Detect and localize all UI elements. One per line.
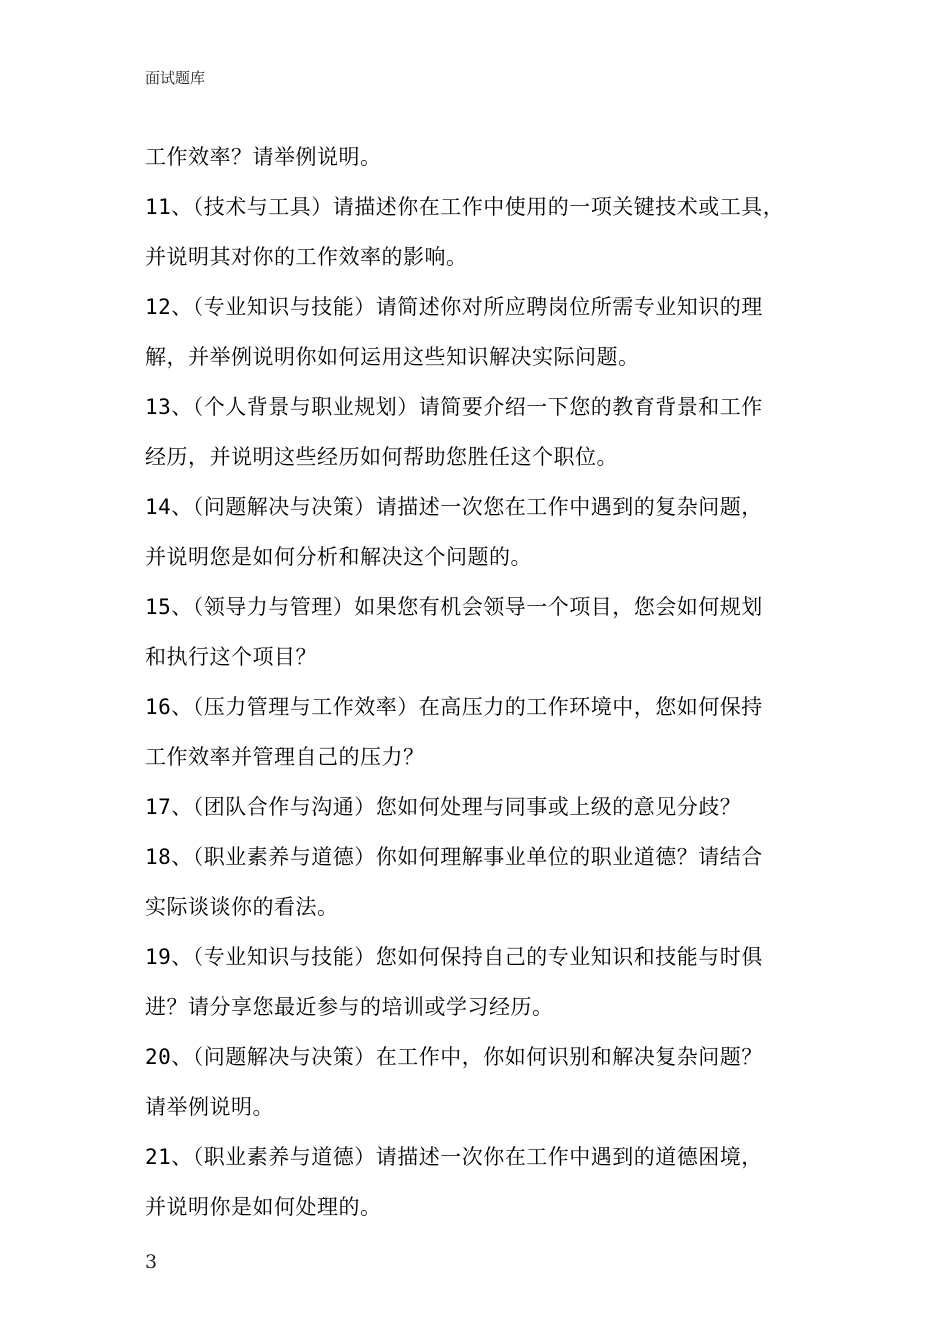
question-list: [145, 132, 817, 1232]
text-line: 11、（技术与工具）请描述你在工作中使用的一项关键技术或工具，: [145, 195, 785, 219]
text-line: 实际谈谈你的看法。: [145, 895, 339, 919]
text-line: 工作效率？请举例说明。: [145, 145, 382, 169]
text-line: 经历，并说明这些经历如何帮助您胜任这个职位。: [145, 445, 618, 469]
text-line: 工作效率并管理自己的压力？: [145, 745, 425, 769]
text-line: 15、（领导力与管理）如果您有机会领导一个项目，您会如何规划: [145, 595, 763, 619]
text-line: 18、（职业素养与道德）你如何理解事业单位的职业道德？请结合: [145, 845, 763, 869]
text-line: 解，并举例说明你如何运用这些知识解决实际问题。: [145, 345, 640, 369]
text-line: 并说明你是如何处理的。: [145, 1195, 382, 1219]
text-line: 和执行这个项目？: [145, 645, 317, 669]
text-line: 16、（压力管理与工作效率）在高压力的工作环境中，您如何保持: [145, 695, 763, 719]
page-header: 面试题库: [145, 69, 206, 87]
text-line: 19、（专业知识与技能）您如何保持自己的专业知识和技能与时俱: [145, 945, 763, 969]
text-line: 20、（问题解决与决策）在工作中，你如何识别和解决复杂问题？: [145, 1045, 763, 1069]
text-line: 13、（个人背景与职业规划）请简要介绍一下您的教育背景和工作: [145, 395, 763, 419]
page-number: 3: [145, 1251, 158, 1273]
text-line: 并说明其对你的工作效率的影响。: [145, 245, 468, 269]
text-line: 进？请分享您最近参与的培训或学习经历。: [145, 995, 554, 1019]
text-line: 14、（问题解决与决策）请描述一次您在工作中遇到的复杂问题，: [145, 495, 763, 519]
text-line: 请举例说明。: [145, 1095, 274, 1119]
text-line: 21、（职业素养与道德）请描述一次你在工作中遇到的道德困境，: [145, 1145, 763, 1169]
text-line: 并说明您是如何分析和解决这个问题的。: [145, 545, 532, 569]
text-line: 17、（团队合作与沟通）您如何处理与同事或上级的意见分歧？: [145, 795, 742, 819]
text-line: 12、（专业知识与技能）请简述你对所应聘岗位所需专业知识的理: [145, 295, 763, 319]
